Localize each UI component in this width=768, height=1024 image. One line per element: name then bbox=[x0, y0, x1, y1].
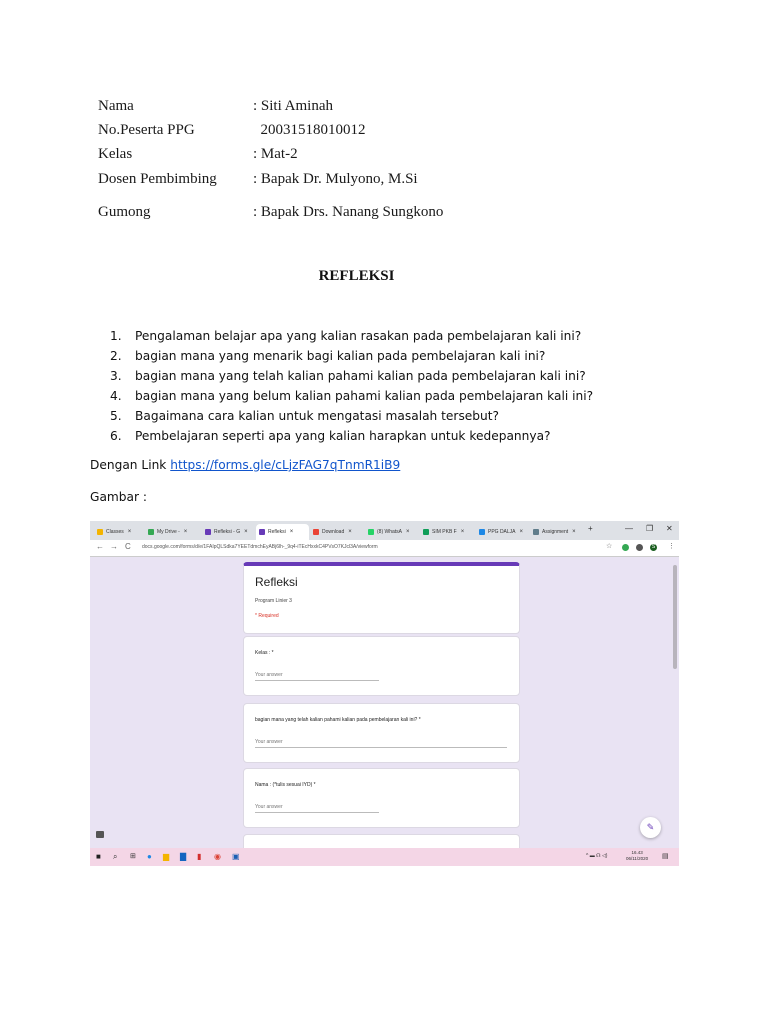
item-text: Bagaimana cara kalian untuk mengatasi masalah tersebut? bbox=[135, 409, 499, 423]
assignment-icon bbox=[533, 529, 539, 535]
tab-label: Refleksi - G bbox=[214, 529, 241, 535]
clock-time: 16.43 bbox=[631, 850, 643, 855]
item-number: 3. bbox=[110, 369, 122, 383]
tab-label: PPG DALJA bbox=[488, 529, 516, 535]
clock-date: 06/11/2020 bbox=[626, 856, 649, 861]
item-text: Pembelajaran seperti apa yang kalian harapkan untuk kedepannya? bbox=[135, 429, 551, 443]
tab-whatsapp[interactable] bbox=[365, 524, 410, 540]
menu-icon[interactable]: ⋮ bbox=[668, 543, 675, 550]
forward-button[interactable]: → bbox=[110, 542, 118, 551]
file-explorer-icon[interactable]: ▆ bbox=[163, 852, 170, 861]
item-text: bagian mana yang telah kalian pahami kalian pada pembelajaran kali ini? bbox=[135, 369, 586, 383]
form-header-card bbox=[243, 562, 520, 634]
minimize-button[interactable]: — bbox=[625, 524, 633, 533]
info-label: Gumong bbox=[98, 204, 151, 220]
tab-classes[interactable] bbox=[94, 524, 131, 540]
puzzle-icon[interactable] bbox=[636, 544, 643, 551]
url-input[interactable]: docs.google.com/forms/d/e/1FAIpQLSdka7YEETdmchEyABj6lh-_9q4-iTEcHxxkC4PVsO7KJcl3A/viewform bbox=[142, 544, 378, 550]
tab-label: Refleksi bbox=[268, 529, 286, 535]
list-item bbox=[110, 366, 593, 386]
sim-icon bbox=[423, 529, 429, 535]
whatsapp-icon bbox=[368, 529, 374, 535]
clock bbox=[626, 850, 648, 862]
question-list bbox=[110, 326, 593, 446]
info-value: : Siti Aminah bbox=[253, 98, 334, 114]
close-icon[interactable]: × bbox=[348, 529, 352, 535]
tab-sim-pkb[interactable] bbox=[420, 524, 464, 540]
question-label: bagian mana yang telah kalian pahami kalian pada pembelajaran kali ini? * bbox=[255, 717, 421, 723]
close-icon[interactable]: × bbox=[460, 529, 465, 535]
question-card-nama bbox=[243, 768, 520, 828]
info-label: Kelas bbox=[98, 146, 133, 162]
list-item bbox=[110, 386, 593, 406]
tab-assignment[interactable] bbox=[530, 524, 576, 540]
address-bar bbox=[90, 540, 679, 557]
tab-label: My Drive - bbox=[157, 529, 180, 535]
question-card-pahami bbox=[243, 703, 520, 763]
classroom-icon bbox=[97, 529, 103, 535]
taskbar bbox=[90, 848, 679, 866]
notification-icon[interactable]: ▤ bbox=[662, 853, 669, 860]
reload-button[interactable]: C bbox=[125, 542, 131, 551]
info-label: No.Peserta PPG bbox=[98, 122, 195, 138]
close-icon[interactable]: × bbox=[183, 529, 188, 535]
info-label: Nama bbox=[98, 98, 134, 114]
question-card-kelas bbox=[243, 636, 520, 696]
tab-label: Download bbox=[322, 529, 345, 535]
tab-label: Assignment bbox=[542, 529, 569, 535]
avatar[interactable]: S bbox=[651, 544, 656, 550]
gambar-label: Gambar : bbox=[90, 490, 147, 504]
edge-icon[interactable]: ● bbox=[147, 852, 152, 861]
tab-label: SIM PKB F bbox=[432, 529, 457, 535]
scrollbar-thumb[interactable] bbox=[673, 565, 677, 669]
info-value: 20031518010012 bbox=[253, 122, 366, 138]
feedback-icon[interactable] bbox=[96, 831, 104, 838]
search-icon[interactable]: ⌕ bbox=[113, 852, 118, 861]
answer-input[interactable]: Your answer bbox=[255, 672, 379, 681]
star-icon[interactable]: ☆ bbox=[606, 543, 613, 550]
item-number: 1. bbox=[110, 329, 122, 343]
forms-icon bbox=[205, 529, 211, 535]
word-icon[interactable]: ▣ bbox=[232, 852, 240, 861]
tab-label: Classes bbox=[106, 529, 124, 535]
answer-input[interactable]: Your answer bbox=[255, 739, 507, 748]
close-icon[interactable]: × bbox=[289, 529, 294, 535]
list-item bbox=[110, 326, 593, 346]
ppg-icon bbox=[479, 529, 485, 535]
item-number: 2. bbox=[110, 349, 122, 363]
close-icon[interactable]: × bbox=[406, 529, 410, 535]
close-icon[interactable]: × bbox=[244, 529, 248, 535]
new-tab-button[interactable]: + bbox=[588, 524, 593, 533]
item-text: bagian mana yang menarik bagi kalian pada pembelajaran kali ini? bbox=[135, 349, 546, 363]
store-icon[interactable]: ▇ bbox=[180, 852, 187, 861]
drive-icon bbox=[148, 529, 154, 535]
tab-bar bbox=[90, 521, 679, 540]
info-value: : Bapak Drs. Nanang Sungkono bbox=[253, 204, 444, 220]
item-text: bagian mana yang belum kalian pahami kalian pada pembelajaran kali ini? bbox=[135, 389, 594, 403]
system-tray: ^ ▬ ☊ ◁) bbox=[586, 853, 608, 859]
question-label: Nama : (*tulis sesuai IYD) * bbox=[255, 782, 316, 788]
link-prefix: Dengan Link bbox=[90, 458, 171, 472]
link-line bbox=[90, 458, 400, 472]
windows-start-icon[interactable]: ■ bbox=[96, 852, 101, 861]
edit-icon[interactable]: ✎ bbox=[640, 817, 661, 838]
close-window-button[interactable]: ✕ bbox=[666, 524, 673, 533]
tab-ppg-dalja[interactable] bbox=[476, 524, 523, 540]
required-note: * Required bbox=[255, 613, 279, 619]
tab-label: (8) WhatsA bbox=[377, 529, 403, 535]
office-icon[interactable]: ▮ bbox=[197, 852, 202, 861]
close-icon[interactable]: × bbox=[127, 529, 132, 535]
page-title: REFLEKSI bbox=[318, 268, 395, 284]
item-number: 6. bbox=[110, 429, 122, 443]
question-label: Kelas : * bbox=[255, 650, 274, 656]
browser-screenshot bbox=[90, 521, 679, 866]
item-number: 5. bbox=[110, 409, 122, 423]
item-number: 4. bbox=[110, 389, 122, 403]
forms-icon bbox=[259, 529, 265, 535]
item-text: Pengalaman belajar apa yang kalian rasakan pada pembelajaran kali ini? bbox=[135, 329, 582, 343]
maximize-button[interactable]: ❐ bbox=[646, 524, 654, 533]
back-button[interactable]: ← bbox=[96, 542, 104, 551]
list-item bbox=[110, 346, 593, 366]
answer-input[interactable]: Your answer bbox=[255, 804, 379, 813]
form-subtitle: Program Linier 3 bbox=[255, 598, 292, 604]
tab-refleksi-g[interactable] bbox=[202, 524, 248, 540]
info-value: : Mat-2 bbox=[253, 146, 298, 162]
info-label: Dosen Pembimbing bbox=[98, 171, 217, 187]
close-icon[interactable]: × bbox=[572, 529, 576, 535]
form-title: Refleksi bbox=[255, 575, 298, 589]
tab-refleksi[interactable] bbox=[256, 524, 309, 540]
form-link[interactable]: https://forms.gle/cLjzFAG7qTnmR1iB9 bbox=[170, 458, 401, 472]
download-icon bbox=[313, 529, 319, 535]
list-item bbox=[110, 406, 593, 426]
chrome-icon[interactable]: ◉ bbox=[214, 852, 221, 861]
list-item bbox=[110, 426, 593, 446]
task-view-icon[interactable]: ⊞ bbox=[130, 853, 136, 860]
tab-download[interactable] bbox=[310, 524, 352, 540]
tab-my-drive[interactable] bbox=[145, 524, 187, 540]
extension-icon[interactable] bbox=[622, 544, 629, 551]
info-value: : Bapak Dr. Mulyono, M.Si bbox=[253, 171, 418, 187]
close-icon[interactable]: × bbox=[519, 529, 524, 535]
